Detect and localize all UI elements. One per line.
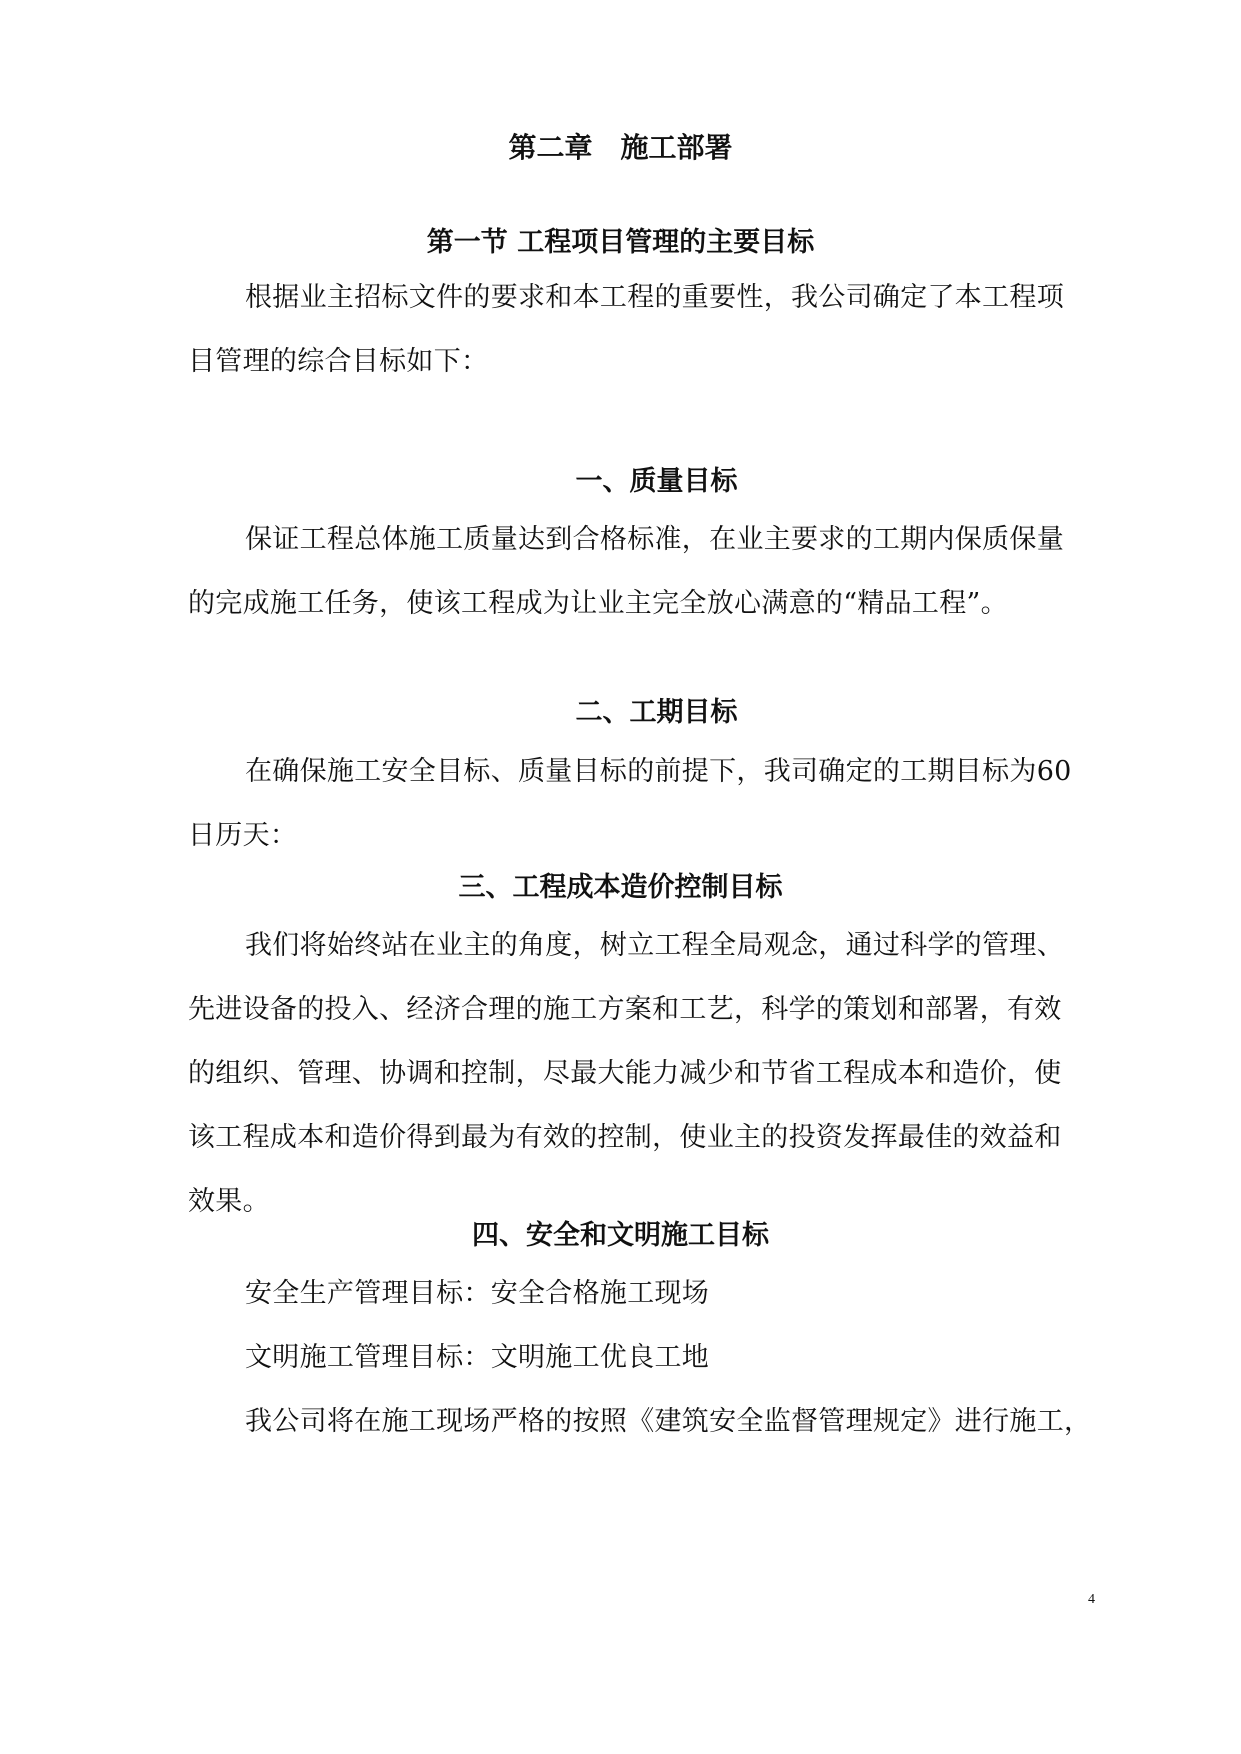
chapter-title: 第二章 施工部署 bbox=[508, 131, 733, 164]
section-title: 第一节 工程项目管理的主要目标 bbox=[426, 227, 815, 258]
schedule-paragraph bbox=[188, 740, 1104, 868]
quality-heading: 一、质量目标 bbox=[575, 466, 738, 497]
cost-paragraph bbox=[188, 914, 1104, 1234]
safety-heading: 四、安全和文明施工目标 bbox=[472, 1220, 769, 1251]
intro-line-2: 目管理的综合目标如下： bbox=[188, 346, 489, 377]
cost-line-1: 我们将始终站在业主的角度，树立工程全局观念，通过科学的管理、 bbox=[245, 930, 1064, 961]
quality-line-1: 保证工程总体施工质量达到合格标准，在业主要求的工期内保质保量 bbox=[245, 524, 1064, 555]
intro-paragraph bbox=[188, 266, 1104, 394]
cost-line-3: 的组织、管理、协调和控制，尽最大能力减少和节省工程成本和造价，使 bbox=[188, 1058, 1062, 1089]
schedule-heading: 二、工期目标 bbox=[575, 697, 738, 728]
cost-line-5: 效果。 bbox=[188, 1186, 270, 1217]
schedule-line-1: 在确保施工安全目标、质量目标的前提下，我司确定的工期目标为60 bbox=[245, 756, 1072, 787]
cost-line-4: 该工程成本和造价得到最为有效的控制，使业主的投资发挥最佳的效益和 bbox=[188, 1122, 1062, 1153]
cost-heading: 三、工程成本造价控制目标 bbox=[458, 872, 783, 903]
cost-line-2: 先进设备的投入、经济合理的施工方案和工艺，科学的策划和部署，有效 bbox=[188, 994, 1062, 1025]
page-number: 4 bbox=[1088, 1592, 1095, 1607]
safety-paragraph bbox=[188, 1262, 1104, 1454]
schedule-line-2: 日历天： bbox=[188, 820, 298, 851]
safety-line-1: 安全生产管理目标：安全合格施工现场 bbox=[245, 1278, 710, 1309]
intro-line-1: 根据业主招标文件的要求和本工程的重要性，我公司确定了本工程项 bbox=[245, 282, 1064, 313]
safety-line-3: 我公司将在施工现场严格的按照《建筑安全监督管理规定》进行施工， bbox=[245, 1406, 1092, 1437]
quality-paragraph bbox=[188, 508, 1104, 636]
quality-line-2: 的完成施工任务，使该工程成为让业主完全放心满意的“精品工程”。 bbox=[188, 588, 1008, 619]
safety-line-2: 文明施工管理目标：文明施工优良工地 bbox=[245, 1342, 710, 1373]
